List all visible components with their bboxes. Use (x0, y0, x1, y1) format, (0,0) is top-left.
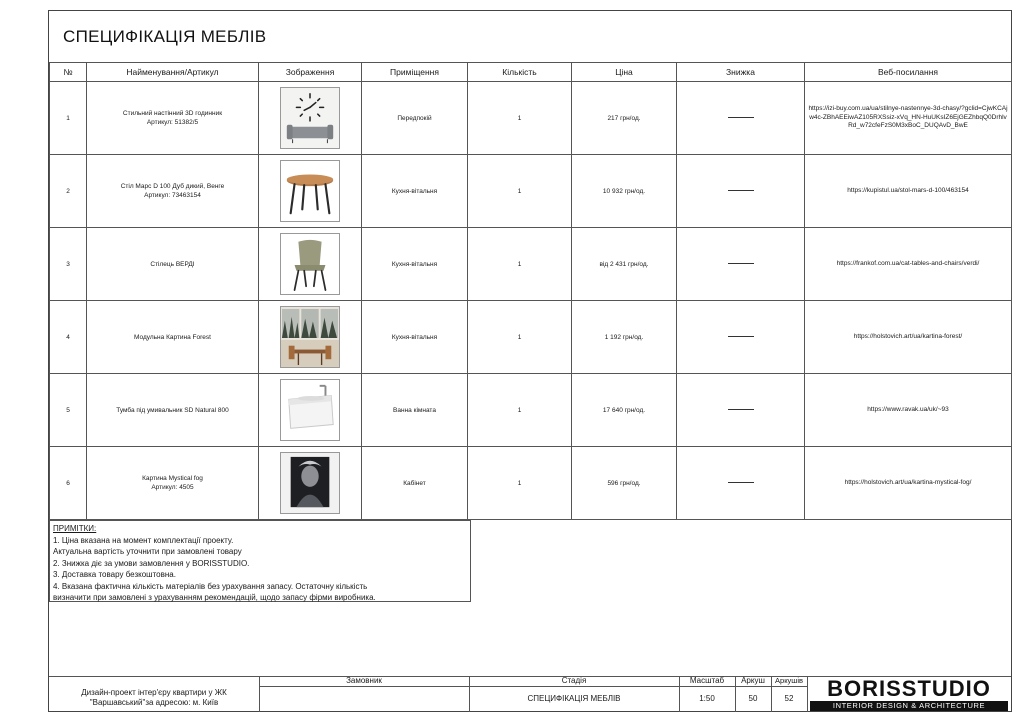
stage-label: Стадія (561, 676, 587, 685)
sheet-label: Аркуш (741, 676, 765, 685)
item-room: Кухня-вітальня (362, 228, 468, 301)
item-name: Стіл Марс D 100 Дуб дикий, Венге (120, 183, 225, 190)
item-name: Стильний настінний 3D годинник (122, 110, 223, 117)
item-name-cell (87, 301, 259, 374)
item-room: Кухня-вітальня (362, 301, 468, 374)
round-table-image (280, 160, 340, 222)
item-name-cell (87, 82, 259, 155)
item-quantity: 1 (468, 155, 572, 228)
item-quantity: 1 (468, 447, 572, 520)
row-number: 5 (50, 374, 87, 447)
note-line: 2. Знижка діє за умови замовлення у BORISSTUDIO. (53, 558, 250, 568)
stage-value: СПЕЦИФІКАЦІЯ МЕБЛІВ (527, 694, 621, 703)
table-row (50, 374, 1012, 447)
customer-label: Замовник (346, 676, 382, 685)
note-line: визначити при замовлені з урахуванням рекомендацій, щодо запасу фірми виробника. (53, 593, 376, 602)
dash-icon (728, 409, 754, 410)
page-title: СПЕЦИФІКАЦІЯ МЕБЛІВ (63, 27, 267, 46)
col-header-name: Найменування/Артикул (87, 63, 259, 82)
project-description (49, 688, 259, 708)
item-room: Ванна кімната (362, 374, 468, 447)
dash-icon (728, 190, 754, 191)
item-name-cell (87, 155, 259, 228)
row-number: 6 (50, 447, 87, 520)
item-price: 10 932 грн/од. (572, 155, 677, 228)
table-row (50, 228, 1012, 301)
sheets-value: 52 (784, 694, 794, 703)
item-image-cell (259, 374, 362, 447)
scale-value: 1:50 (699, 694, 715, 703)
dash-icon (728, 336, 754, 337)
table-row (50, 447, 1012, 520)
item-price: 596 грн/од. (572, 447, 677, 520)
sink-cabinet-image (280, 379, 340, 441)
forest-painting-image (280, 306, 340, 368)
item-image-cell (259, 82, 362, 155)
specification-sheet (48, 10, 1012, 712)
item-discount (677, 155, 805, 228)
wall-clock-sofa-image (280, 87, 340, 149)
logo-text: BORISSTUDIO (827, 676, 991, 701)
item-price: 1 192 грн/од. (572, 301, 677, 374)
item-url[interactable]: https://www.ravak.ua/uk/~93 (805, 374, 1012, 447)
item-name: Стілець ВЕРДІ (150, 260, 195, 268)
scale-label: Масштаб (689, 676, 725, 685)
row-number: 2 (50, 155, 87, 228)
item-discount (677, 301, 805, 374)
dash-icon (728, 482, 754, 483)
item-discount (677, 228, 805, 301)
mystical-fog-painting-image (280, 452, 340, 514)
item-room: Кухня-вітальня (362, 155, 468, 228)
table-row (50, 155, 1012, 228)
item-room: Передпокій (362, 82, 468, 155)
item-image-cell (259, 228, 362, 301)
row-number: 4 (50, 301, 87, 374)
table-header-row (50, 63, 1012, 82)
item-name-cell (87, 447, 259, 520)
item-article: Артикул: 4505 (151, 484, 194, 491)
row-number: 3 (50, 228, 87, 301)
specification-table (49, 62, 1012, 520)
item-article: Артикул: 73463154 (144, 192, 201, 199)
item-discount (677, 447, 805, 520)
item-price: 17 640 грн/од. (572, 374, 677, 447)
item-url[interactable]: https://kupistul.ua/stol-mars-d-100/463154 (805, 155, 1012, 228)
item-url[interactable]: https://izi-buy.com.ua/ua/stilnye-nastennye-3d-chasy/?gclid=CjwKCAjw4c-ZBhAEEiwAZ105RXSsiz-xVq_HN-HuUKsIZ6EjGEZhbqQ0DrhlvRd_w72cfeFzS0M3xBoC_DUQAvD_BwE (805, 82, 1012, 155)
note-line: 3. Доставка товару безкоштовна. (53, 570, 176, 579)
logo-subtitle: INTERIOR DESIGN & ARCHITECTURE (810, 701, 1008, 711)
item-image-cell (259, 301, 362, 374)
col-header-number: № (50, 63, 87, 82)
note-line: 1. Ціна вказана на момент комплектації проекту. (53, 535, 234, 545)
note-line: Актуальна вартість уточнити при замовлені товару (53, 547, 242, 556)
col-header-quantity: Кількість (468, 63, 572, 82)
item-discount (677, 82, 805, 155)
dash-icon (728, 117, 754, 118)
item-room: Кабінет (362, 447, 468, 520)
item-name-cell (87, 374, 259, 447)
item-quantity: 1 (468, 374, 572, 447)
row-number: 1 (50, 82, 87, 155)
table-row (50, 82, 1012, 155)
table-row (50, 301, 1012, 374)
item-name: Модульна Картина Forest (134, 333, 211, 341)
sheet-value: 50 (748, 694, 758, 703)
item-discount (677, 374, 805, 447)
item-name-cell (87, 228, 259, 301)
note-line: 4. Вказана фактична кількість матеріалів без урахування запасу. Остаточну кількість (53, 581, 368, 591)
title-block (49, 676, 1011, 712)
item-url[interactable]: https://holstovich.art/ua/kartina-mystical-fog/ (805, 447, 1012, 520)
col-header-discount: Знижка (677, 63, 805, 82)
project-line-1: Дизайн-проект інтер'єру квартири у ЖК (81, 688, 227, 697)
dash-icon (728, 263, 754, 264)
item-image-cell (259, 447, 362, 520)
header-divider (259, 686, 807, 687)
item-name: Картина Mystical fog (142, 475, 203, 482)
company-logo (807, 678, 1011, 711)
item-quantity: 1 (468, 228, 572, 301)
project-line-2: "Варшавський"за адресою: м. Київ (89, 698, 219, 707)
chair-image (280, 233, 340, 295)
item-quantity: 1 (468, 82, 572, 155)
item-price: від 2 431 грн/од. (572, 228, 677, 301)
col-header-room: Приміщення (362, 63, 468, 82)
item-quantity: 1 (468, 301, 572, 374)
item-url[interactable]: https://frankof.com.ua/cat-tables-and-chairs/verdi/ (805, 228, 1012, 301)
item-price: 217 грн/од. (572, 82, 677, 155)
col-header-url: Веб-посилання (805, 63, 1012, 82)
sheets-label: Аркушів (775, 676, 803, 685)
notes-title: ПРИМІТКИ: (53, 524, 97, 533)
item-article: Артикул: 51382/5 (146, 119, 199, 126)
item-url[interactable]: https://holstovich.art/ua/kartina-forest/ (805, 301, 1012, 374)
col-header-price: Ціна (572, 63, 677, 82)
item-name: Тумба під умивальник SD Natural 800 (116, 406, 229, 414)
notes-block (49, 520, 471, 602)
item-image-cell (259, 155, 362, 228)
col-header-image: Зображення (259, 63, 362, 82)
